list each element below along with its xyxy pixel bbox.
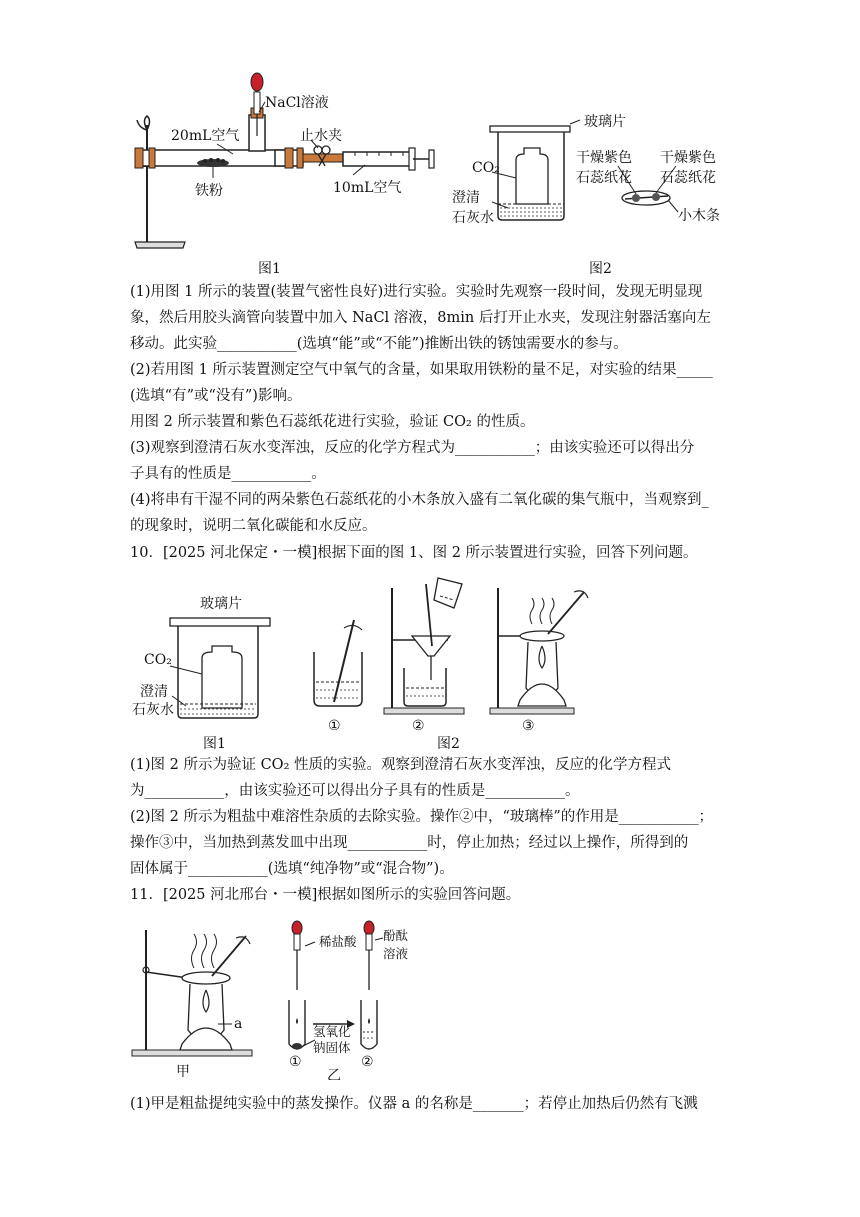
- q9-line-4: (2)若用图 1 所示装置测定空气中氧气的含量，如果取用铁粉的量不足，对实验的结果_____: [130, 362, 713, 378]
- q10-figure-1-caption: 图1: [203, 736, 226, 752]
- q10-op-2: ②: [412, 718, 425, 734]
- q11-label-yi: 乙: [327, 1068, 341, 1080]
- q11-label-phenolphthalein-1: 酚酞: [383, 928, 409, 943]
- q9-line-9: (4)将串有干湿不同的两朵紫色石蕊纸花的小木条放入盛有二氧化碳的集气瓶中，当观察到_: [130, 492, 709, 508]
- figure-2-co2-apparatus: [450, 108, 740, 243]
- label-wooden-stick: 小木条: [678, 208, 720, 224]
- label-co2: CO₂: [472, 160, 500, 176]
- q9-line-6: 用图 2 所示装置和紫色石蕊纸花进行实验，验证 CO₂ 的性质。: [130, 414, 535, 430]
- q10-label-lime-1: 澄清: [140, 684, 168, 700]
- q9-line-10: 的现象时，说明二氧化碳能和水反应。: [130, 518, 377, 534]
- label-dry-litmus-1a: 干燥紫色: [576, 150, 632, 166]
- q10-line-2: 为___________，由该实验还可以得出分子具有的性质是___________。: [130, 783, 580, 799]
- label-lime-water-2: 石灰水: [452, 210, 494, 226]
- figure-2-caption: 图2: [589, 261, 612, 277]
- q9-line-5: (选填“有”或“没有”)影响。: [130, 388, 302, 404]
- q9-line-8: 子具有的性质是___________。: [130, 466, 326, 482]
- q10-figure-2-caption: 图2: [437, 736, 460, 752]
- figure-1-caption: 图1: [258, 261, 281, 277]
- label-water-clamp: 止水夹: [300, 128, 342, 144]
- label-10ml-air: 10mL空气: [333, 180, 402, 196]
- figure-1-iron-rust-apparatus: [125, 70, 445, 255]
- q9-line-2: 象，然后用胶头滴管向装置中加入 NaCl 溶液，8min 后打开止水夹，发现注射器活塞向左: [130, 310, 711, 326]
- label-dry-litmus-1b: 石蕊纸花: [576, 170, 632, 186]
- label-iron-powder: 铁粉: [195, 183, 223, 199]
- q11-figure-yi-test-tubes: [275, 920, 435, 1080]
- q11-label-jia: 甲: [176, 1064, 190, 1080]
- q10-label-co2: CO₂: [144, 652, 172, 668]
- q11-line-1: (1)甲是粗盐提纯实验中的蒸发操作。仪器 a 的名称是_______；若停止加热后仍然有飞溅: [130, 1096, 698, 1112]
- label-nacl-solution: NaCl溶液: [265, 95, 329, 111]
- label-dry-litmus-2a: 干燥紫色: [660, 150, 716, 166]
- label-glass-plate: 玻璃片: [584, 114, 626, 130]
- q11-label-naoh-1: 氢氧化: [313, 1024, 351, 1039]
- label-20ml-air: 20mL空气: [171, 128, 240, 144]
- q11-tube-1-number: ①: [289, 1054, 302, 1070]
- q10-label-glass-plate: 玻璃片: [200, 596, 242, 612]
- q11-heading: 11．[2025 河北邢台・一模]根据如图所示的实验回答问题。: [130, 887, 521, 903]
- q10-heading: 10．[2025 河北保定・一模]根据下面的图 1、图 2 所示装置进行实验，回答下列问题。: [130, 545, 698, 561]
- q10-line-5: 固体属于___________(选填“纯净物”或“混合物”)。: [130, 861, 454, 877]
- q10-line-3: (2)图 2 所示为粗盐中难溶性杂质的去除实验。操作②中，“玻璃棒”的作用是___________；: [130, 809, 714, 825]
- q10-op-1: ①: [328, 718, 341, 734]
- label-lime-water-1: 澄清: [452, 190, 480, 206]
- q10-line-1: (1)图 2 所示为验证 CO₂ 性质的实验。观察到澄清石灰水变浑浊，反应的化学方程式: [130, 757, 671, 773]
- q10-figure-2-salt-operations: [300, 570, 600, 735]
- q10-label-lime-2: 石灰水: [132, 702, 174, 718]
- q11-figure-jia-evaporation: [128, 920, 258, 1080]
- q9-line-7: (3)观察到澄清石灰水变浑浊，反应的化学方程式为___________；由该实验还可以得出分: [130, 440, 695, 456]
- q10-figure-1-co2-apparatus: [130, 590, 280, 725]
- q11-label-a: a: [234, 1016, 243, 1032]
- q11-label-phenolphthalein-2: 溶液: [383, 946, 409, 961]
- label-dry-litmus-2b: 石蕊纸花: [660, 170, 716, 186]
- q10-line-4: 操作③中，当加热到蒸发皿中出现___________时，停止加热；经过以上操作，所得到的: [130, 835, 689, 851]
- q11-label-dilute-hcl: 稀盐酸: [319, 934, 357, 949]
- q11-label-naoh-2: 钠固体: [313, 1040, 351, 1055]
- q11-tube-2-number: ②: [361, 1054, 374, 1070]
- q10-op-3: ③: [522, 718, 535, 734]
- q9-line-3: 移动。此实验___________(选填“能”或“不能”)推断出铁的锈蚀需要水的参与。: [130, 336, 628, 352]
- q9-line-1: (1)用图 1 所示的装置(装置气密性良好)进行实验。实验时先观察一段时间，发现无明显现: [130, 284, 703, 300]
